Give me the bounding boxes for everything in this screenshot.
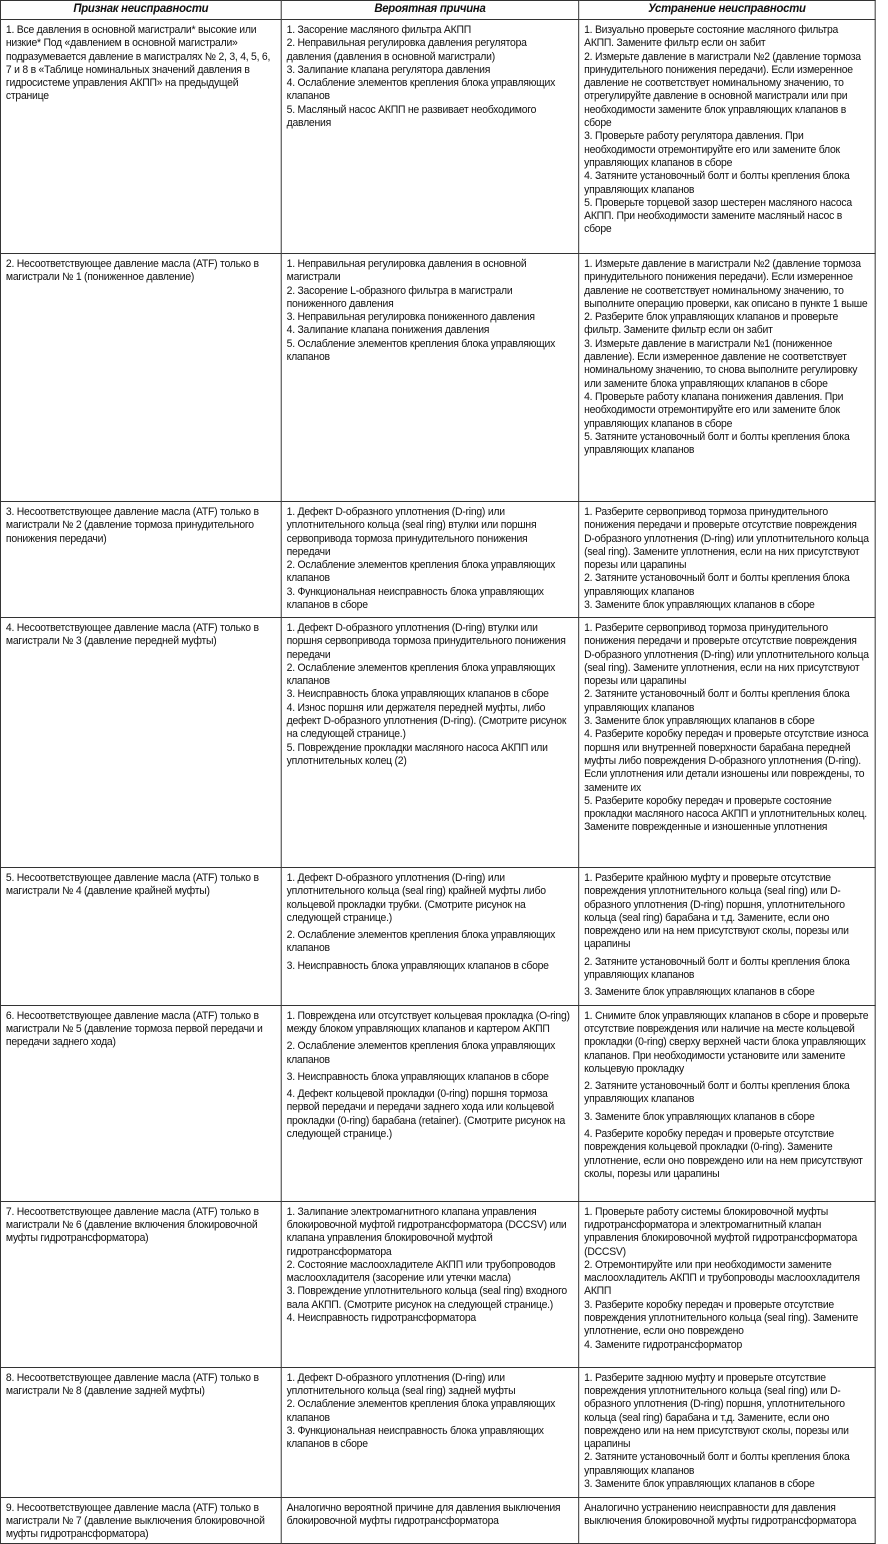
cause-item: 1. Засорение масляного фильтра АКПП [286, 24, 471, 36]
symptom-cell [0, 618, 281, 868]
cause-item: 3. Повреждение уплотнительного кольца (seal ring) входного вала АКПП. (Смотрите рисунок на следующей странице.) [286, 1285, 567, 1311]
cause-item: 2. Ослабление элементов крепления блока управляющих клапанов [286, 1398, 556, 1424]
cause-cell [281, 502, 578, 618]
cause-item: 2. Ослабление элементов крепления блока управляющих клапанов [286, 661, 556, 688]
remedy-item: 2. Отремонтируйте или при необходимости замените маслоохладитель АКПП и трубопроводы маслоохладителя АКПП [584, 1258, 860, 1298]
table-row [0, 1367, 875, 1497]
remedy-item: 2. Затяните установочный болт и болты крепления блока управляющих клапанов [584, 1080, 850, 1106]
remedy-cell [579, 618, 875, 868]
cause-item: 5. Масляный насос АКПП не развивает необходимого давления [286, 103, 537, 130]
cause-item: Аналогично вероятной причине для давления выключения блокировочной муфты гидротрансформатора [286, 1501, 561, 1527]
remedy-item: 5. Проверьте торцевой зазор шестерен масляного насоса АКПП. При необходимости замените масляный насос в сборе [584, 196, 852, 236]
cause-cell [281, 1201, 578, 1367]
symptom-cell [0, 1005, 281, 1201]
remedy-item: 1. Разберите заднюю муфту и проверьте отсутствие повреждения уплотнительного кольца (seal ring) или D-образного уплотнения (D-ring) поршня, уплотнительного кольца (seal ring) барабана и т.д. Замените, если оно повреждено или на нем присутствуют сколы, порезы или царапины [584, 1371, 849, 1451]
cause-item: 4. Неисправность гидротрансформатора [286, 1312, 476, 1325]
cause-item: 2. Ослабление элементов крепления блока управляющих клапанов [286, 929, 556, 955]
remedy-cell [579, 1497, 875, 1543]
cause-cell [281, 618, 578, 868]
table-row [0, 1497, 875, 1543]
remedy-item: 2. Затяните установочный болт и болты крепления блока управляющих клапанов [584, 955, 850, 982]
remedy-item: 2. Разберите блок управляющих клапанов и проверьте фильтр. Замените фильтр если он забит [584, 311, 839, 337]
cause-cell [281, 20, 578, 254]
cause-item: 2. Ослабление элементов крепления блока управляющих клапанов [286, 1040, 556, 1066]
remedy-item: 1. Проверьте работу системы блокировочной муфты гидротрансформатора и электромагнитный клапан управления блокировочной муфтой гидротрансформатора (DCCSV) [584, 1205, 858, 1258]
table-row [0, 868, 875, 1006]
symptom-cell [0, 1497, 281, 1543]
remedy-cell [579, 1367, 875, 1497]
remedy-item: 3. Замените блок управляющих клапанов в сборе [584, 1110, 815, 1123]
cause-item: 1. Повреждена или отсутствует кольцевая прокладка (O-ring) между блоком управляющих клапанов и картером АКПП [286, 1009, 570, 1035]
remedy-item: 3. Замените блок управляющих клапанов в сборе [584, 599, 815, 612]
remedy-item: 2. Затяните установочный болт и болты крепления блока управляющих клапанов [584, 1451, 850, 1477]
remedy-item: 4. Замените гидротрансформатор [584, 1338, 743, 1351]
cause-cell [281, 868, 578, 1006]
cause-item: 1. Дефект D-образного уплотнения (D-ring) или уплотнительного кольца (seal ring) крайней муфты либо кольцевой прокладки трубки. (Смотрите рисунок на следующей странице.) [286, 872, 546, 924]
remedy-item: 2. Затяните установочный болт и болты крепления блока управляющих клапанов [584, 688, 850, 714]
remedy-item: 4. Разберите коробку передач и проверьте отсутствие повреждения кольцевой прокладки (0-ring). Замените уплотнение, если оно повреждено или на нем присутствуют сколы, порезы или царапины [584, 1128, 863, 1180]
remedy-item: 3. Разберите коробку передач и проверьте отсутствие повреждения уплотнительного кольца (seal ring). Замените уплотнение, если оно повреждено [584, 1298, 859, 1338]
cause-cell [281, 1005, 578, 1201]
symptom-text: 3. Несоответствующее давление масла (ATF) только в магистрали № 2 (давление тормоза принудительного понижения передачи) [5, 506, 259, 545]
table-row [0, 1005, 875, 1201]
symptom-text: 8. Несоответствующее давление масла (ATF) только в магистрали № 8 (давление задней муфты) [5, 1371, 259, 1397]
cause-cell [281, 1497, 578, 1543]
cause-item: 1. Дефект D-образного уплотнения (D-ring) или уплотнительного кольца (seal ring) втулки или поршня сервопривода тормоза принудительного понижения передачи [286, 506, 537, 558]
cause-item: 2. Засорение L-образного фильтра в магистрали пониженного давления [286, 284, 513, 310]
header-symptom: Признак неисправности [0, 1, 281, 20]
remedy-item: 1. Снимите блок управляющих клапанов в сборе и проверьте отсутствие повреждения или наличие на месте кольцевой прокладки (0-ring) сверху верхней части блока управляющих клапанов. При необходимости установите или замените кольцевую прокладку [584, 1009, 869, 1075]
remedy-item: 4. Затяните установочный болт и болты крепления блока управляющих клапанов [584, 170, 850, 196]
cause-item: 1. Дефект D-образного уплотнения (D-ring) или уплотнительного кольца (seal ring) задней муфты [286, 1371, 516, 1397]
remedy-item: 1. Разберите сервопривод тормоза принудительного понижения передачи и проверьте отсутствие повреждения D-образного уплотнения (D-ring) или уплотнительного кольца (seal ring). Замените уплотнения, если на них присутствуют порезы или царапины [584, 622, 869, 688]
remedy-item: 1. Измерьте давление в магистрали №2 (давление тормоза принудительного понижения передачи). Если измеренное давление не соответствует номинальному значению, то выполните операцию проверки, как описано в пункте 1 выше [584, 258, 868, 310]
cause-item: 3. Неисправность блока управляющих клапанов в сборе [286, 1070, 549, 1083]
remedy-item: 1. Разберите сервопривод тормоза принудительного понижения передачи и проверьте отсутствие повреждения D-образного уплотнения (D-ring) или уплотнительного кольца (seal ring). Замените уплотнения, если на них присутствуют порезы или царапины [584, 506, 869, 572]
remedy-item: 5. Затяните установочный болт и болты крепления блока управляющих клапанов [584, 430, 850, 457]
symptom-text: 2. Несоответствующее давление масла (ATF) только в магистрали № 1 (пониженное давление) [5, 258, 259, 284]
header-remedy: Устранение неисправности [579, 1, 875, 20]
cause-item: 3. Неисправность блока управляющих клапанов в сборе [286, 959, 549, 972]
remedy-item: 2. Измерьте давление в магистрали №2 (давление тормоза принудительного понижения передачи). Если измеренное давление не соответствует номинальному значению, то отрегулируйте давление в основной магистрали или при необходимости замените блок управляющих клапанов в сборе [584, 50, 861, 130]
table-row [0, 502, 875, 618]
cause-item: 5. Повреждение прокладки масляного насоса АКПП или уплотнительных колец (2) [286, 741, 548, 767]
symptom-cell [0, 254, 281, 502]
cause-item: 3. Залипание клапана регулятора давления [286, 63, 491, 76]
symptom-cell [0, 1201, 281, 1367]
symptom-text: 7. Несоответствующее давление масла (ATF) только в магистрали № 6 (давление включения блокировочной муфты гидротрансформатора) [5, 1205, 259, 1245]
remedy-item: 1. Разберите крайнюю муфту и проверьте отсутствие повреждения уплотнительного кольца (seal ring) или D-образного уплотнения (D-ring) поршня, уплотнительного кольца (seal ring) барабана и т.д. Замените, если оно повреждено или на нем присутствуют сколы, порезы или царапины [584, 872, 849, 951]
symptom-text: 1. Все давления в основной магистрали* высокие или низкие* Под «давлением в основной магистрали» подразумевается давление в магистралях № 2, 3, 4, 5, 6, 7 и 8 в «Таблице номинальных значений давления в гидросистеме управления АКПП» на предыдущей странице [5, 24, 271, 103]
cause-item: 2. Ослабление элементов крепления блока управляющих клапанов [286, 559, 556, 585]
remedy-item: 3. Проверьте работу регулятора давления. При необходимости отремонтируйте его или замените блок управляющих клапанов в сборе [584, 130, 840, 169]
cause-item: 5. Ослабление элементов крепления блока управляющих клапанов [286, 337, 556, 364]
remedy-item: 3. Измерьте давление в магистрали №1 (пониженное давление). Если измеренное давление не соответствует номинальному значению, то снова выполните регулировку или замените блока управляющих клапанов в сборе [584, 337, 858, 390]
symptom-text: 5. Несоответствующее давление масла (ATF) только в магистрали № 4 (давление крайней муфты) [5, 872, 259, 898]
remedy-cell [579, 868, 875, 1006]
header-row [0, 1, 875, 20]
cause-item: 4. Залипание клапана понижения давления [286, 324, 490, 337]
table-row [0, 1201, 875, 1367]
remedy-cell [579, 1005, 875, 1201]
remedy-item: 2. Затяните установочный болт и болты крепления блока управляющих клапанов [584, 572, 850, 598]
remedy-item: 4. Разберите коробку передач и проверьте отсутствие износа поршня или внутренней поверхности барабана передней муфты либо повреждения D-образного уплотнения (D-ring). Если уплотнения или детали изношены или повреждены, то замените их [584, 728, 869, 794]
cause-item: 3. Функциональная неисправность блока управляющих клапанов в сборе [286, 1424, 544, 1451]
cause-item: 3. Функциональная неисправность блока управляющих клапанов в сборе [286, 585, 544, 612]
cause-cell [281, 254, 578, 502]
remedy-item: Аналогично устранению неисправности для давления выключения блокировочной муфты гидротрансформатора [584, 1501, 857, 1527]
cause-item: 3. Неисправность блока управляющих клапанов в сборе [286, 688, 549, 701]
symptom-cell [0, 502, 281, 618]
remedy-cell [579, 254, 875, 502]
remedy-item: 3. Замените блок управляющих клапанов в сборе [584, 1478, 815, 1491]
cause-item: 2. Состояние маслоохладителе АКПП или трубопроводов маслоохладителя (засорение или утечки масла) [286, 1258, 556, 1285]
remedy-item: 3. Замените блок управляющих клапанов в сборе [584, 715, 815, 728]
cause-item: 1. Дефект D-образного уплотнения (D-ring) втулки или поршня сервопривода тормоза принудительного понижения передачи [286, 622, 566, 661]
cause-item: 3. Неправильная регулировка пониженного давления [286, 311, 535, 324]
remedy-item: 3. Замените блок управляющих клапанов в сборе [584, 986, 815, 999]
symptom-text: 4. Несоответствующее давление масла (ATF) только в магистрали № 3 (давление передней муфты) [5, 622, 259, 648]
remedy-cell [579, 502, 875, 618]
symptom-cell [0, 1367, 281, 1497]
table-row [0, 254, 875, 502]
remedy-item: 1. Визуально проверьте состояние масляного фильтра АКПП. Замените фильтр если он забит [584, 24, 839, 50]
symptom-cell [0, 868, 281, 1006]
remedy-item: 4. Проверьте работу клапана понижения давления. При необходимости отремонтируйте его или замените блок управляющих клапанов в сборе [584, 390, 844, 430]
remedy-item: 5. Разберите коробку передач и проверьте состояние прокладки масляного насоса АКПП и уплотнительных колец. Замените поврежденные и изношенные уплотнения [584, 794, 867, 834]
remedy-cell [579, 20, 875, 254]
symptom-cell [0, 20, 281, 254]
header-cause: Вероятная причина [281, 1, 578, 20]
table-row [0, 618, 875, 868]
cause-cell [281, 1367, 578, 1497]
cause-item: 1. Залипание электромагнитного клапана управления блокировочной муфтой гидротрансформатора (DCCSV) или клапана управления блокировочной муфтой гидротрансформатора [286, 1205, 567, 1258]
symptom-text: 6. Несоответствующее давление масла (ATF) только в магистрали № 5 (давление тормоза первой передачи и передачи заднего хода) [5, 1009, 263, 1049]
table-row [0, 20, 875, 254]
cause-item: 4. Дефект кольцевой прокладки (0-ring) поршня тормоза первой передачи и передачи заднего хода или кольцевой прокладки (0-ring) барабана (retainer). (Смотрите рисунок на следующей странице.) [286, 1088, 566, 1141]
symptom-text: 9. Несоответствующее давление масла (ATF) только в магистрали № 7 (давление выключения блокировочной муфты гидротрансформатора) [5, 1501, 265, 1541]
cause-item: 4. Износ поршня или держателя передней муфты, либо дефект D-образного уплотнения (D-ring). (Смотрите рисунок на следующей странице.) [286, 701, 567, 741]
cause-item: 1. Неправильная регулировка давления в основной магистрали [286, 258, 527, 284]
remedy-cell [579, 1201, 875, 1367]
cause-item: 2. Неправильная регулировка давления регулятора давления (давления в основной магистрали) [286, 37, 527, 63]
cause-item: 4. Ослабление элементов крепления блока управляющих клапанов [286, 77, 556, 103]
